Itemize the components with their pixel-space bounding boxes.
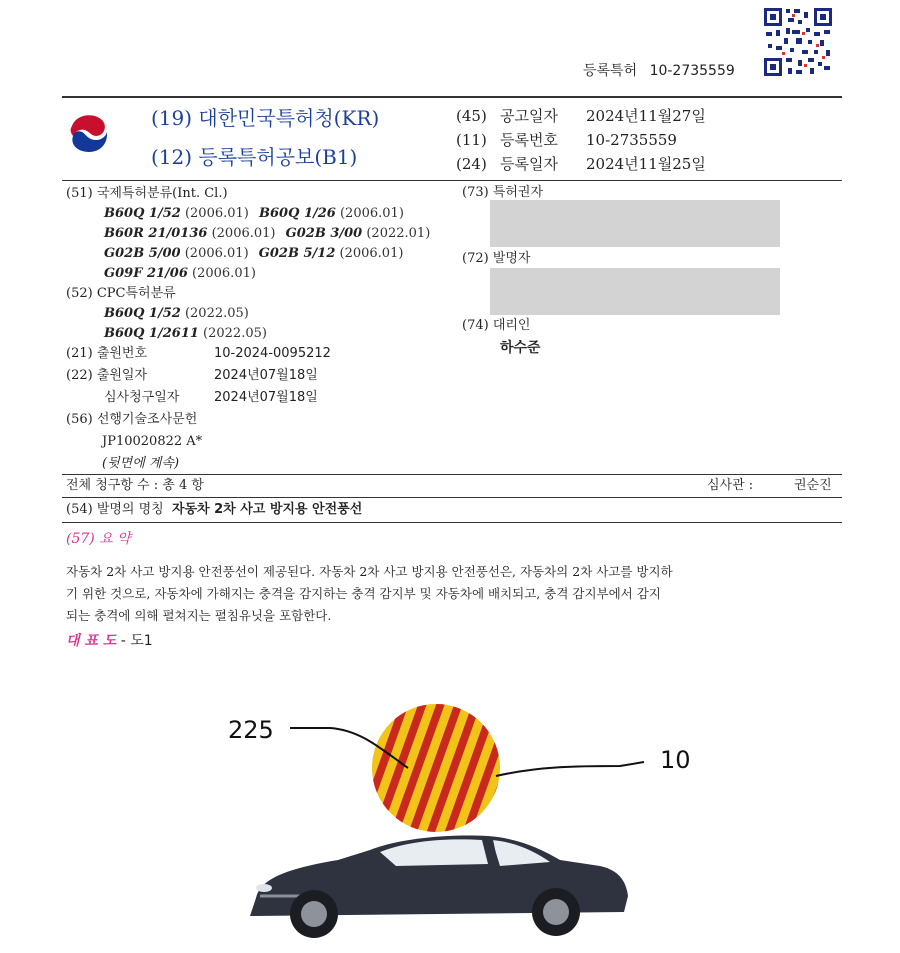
abstract-line: 자동차 2차 사고 방지용 안전풍선이 제공된다. 자동차 2차 사고 방지용 안전풍선은, 자동차의 2차 사고를 방지하	[66, 564, 673, 579]
header-rule	[62, 180, 842, 181]
office-line-2: (12) 등록특허공보(B1)	[151, 145, 358, 169]
prior-art-doc: JP10020822 A*	[102, 434, 203, 449]
pub-label: 공고일자	[500, 107, 558, 125]
cpc-year: (2022.05)	[203, 326, 267, 341]
cpc-heading: (52) CPC특허분류	[66, 286, 176, 301]
ipc-code: B60Q 1/26	[259, 206, 336, 221]
pub-code: (11)	[456, 131, 487, 149]
inventor-redacted	[490, 268, 780, 315]
ipc-row	[66, 265, 456, 285]
exam-date-value: 2024년07월18일	[214, 390, 318, 405]
pub-info-row	[456, 104, 706, 128]
patentee-redacted	[490, 200, 780, 247]
exam-date-label: 심사청구일자	[104, 390, 180, 405]
pub-code: (24)	[456, 155, 487, 173]
ipc-row	[66, 225, 456, 245]
rep-figure-label: 대 표 도	[66, 633, 117, 649]
pub-code: (45)	[456, 107, 487, 125]
pub-value: 10-2735559	[586, 131, 677, 149]
abstract-heading: (57) 요 약	[66, 531, 131, 547]
cpc-row	[66, 325, 456, 345]
representative-figure	[66, 631, 153, 651]
cpc-code: B60Q 1/2611	[104, 326, 199, 341]
pub-info-row	[456, 152, 706, 176]
ipc-year: (2006.01)	[184, 246, 249, 261]
examiner-name: 권순진	[794, 478, 832, 493]
figure-label-225: 225	[228, 716, 274, 744]
header-reg-label: 등록특허	[583, 63, 638, 79]
ipc-row	[66, 205, 456, 225]
application-number-label: (21) 출원번호	[66, 346, 148, 361]
application-date-row	[66, 367, 456, 389]
inventor-label: (72) 발명자	[462, 251, 531, 266]
ipc-year: (2006.01)	[192, 266, 256, 281]
prior-art-heading: (56) 선행기술조사문헌	[66, 412, 198, 427]
cpc-row	[66, 305, 456, 325]
agent-name: 하수준	[500, 340, 541, 356]
ipc-code: G02B 5/12	[258, 246, 336, 261]
representative-drawing	[220, 700, 820, 949]
application-date-label: (22) 출원일자	[66, 368, 148, 383]
cpc-year: (2022.05)	[184, 306, 249, 321]
application-number-row	[66, 345, 456, 367]
pub-value: 2024년11월27일	[586, 107, 706, 125]
top-rule	[62, 96, 842, 98]
header-registration	[583, 61, 735, 81]
agent-label: (74) 대리인	[462, 318, 531, 333]
ipc-year: (2006.01)	[184, 206, 249, 221]
ipc-code: B60R 21/0136	[104, 226, 208, 241]
pub-info	[456, 104, 706, 176]
claims-rule-top	[62, 474, 842, 475]
ipc-row	[66, 245, 456, 265]
office-line-1: (19) 대한민국특허청(KR)	[151, 106, 380, 130]
figure-label-10: 10	[660, 746, 691, 774]
prior-art-continued: (뒷면에 계속)	[102, 456, 180, 471]
qr-code	[762, 6, 834, 78]
car-icon	[250, 836, 628, 938]
exam-date-row	[66, 389, 456, 411]
pub-label: 등록번호	[500, 131, 558, 149]
examiner-label: 심사관 :	[707, 478, 754, 493]
application-date-value: 2024년07월18일	[214, 368, 318, 383]
ipc-code: G09F 21/06	[104, 266, 188, 281]
bibliographic-left	[66, 185, 456, 477]
abstract-line: 기 위한 것으로, 자동차에 가해지는 충격을 감지하는 충격 감지부 및 자동차에 배치되고, 충격 감지부에서 감지	[66, 586, 661, 601]
pub-info-row	[456, 128, 706, 152]
abstract-line: 되는 충격에 의해 펼쳐지는 펼침유닛을 포함한다.	[66, 608, 332, 623]
invention-title-label: (54) 발명의 명칭	[66, 502, 164, 517]
invention-title-row	[66, 501, 362, 519]
title-rule	[62, 522, 842, 523]
balloon-icon	[338, 700, 550, 840]
cpc-code: B60Q 1/52	[104, 306, 181, 321]
claims-rule-bottom	[62, 497, 842, 498]
ipc-year: (2006.01)	[211, 226, 276, 241]
abstract-body	[66, 561, 846, 627]
ipc-heading: (51) 국제특허분류(Int. Cl.)	[66, 186, 228, 201]
header-reg-number: 10-2735559	[649, 63, 735, 79]
ipc-year: (2006.01)	[339, 206, 404, 221]
ipc-code: G02B 5/00	[104, 246, 181, 261]
ipc-code: G02B 3/00	[285, 226, 363, 241]
ipc-code: B60Q 1/52	[104, 206, 181, 221]
claims-count: 전체 청구항 수 : 총 4 항	[66, 478, 204, 493]
invention-title: 자동차 2차 사고 방지용 안전풍선	[171, 502, 363, 517]
ipc-year: (2006.01)	[339, 246, 404, 261]
ipc-year: (2022.01)	[366, 226, 431, 241]
pub-value: 2024년11월25일	[586, 155, 706, 173]
application-number-value: 10-2024-0095212	[214, 346, 331, 361]
kipo-emblem-icon	[66, 110, 112, 156]
patentee-label: (73) 특허권자	[462, 185, 544, 200]
rep-figure-value: - 도1	[120, 633, 153, 649]
pub-label: 등록일자	[500, 155, 558, 173]
